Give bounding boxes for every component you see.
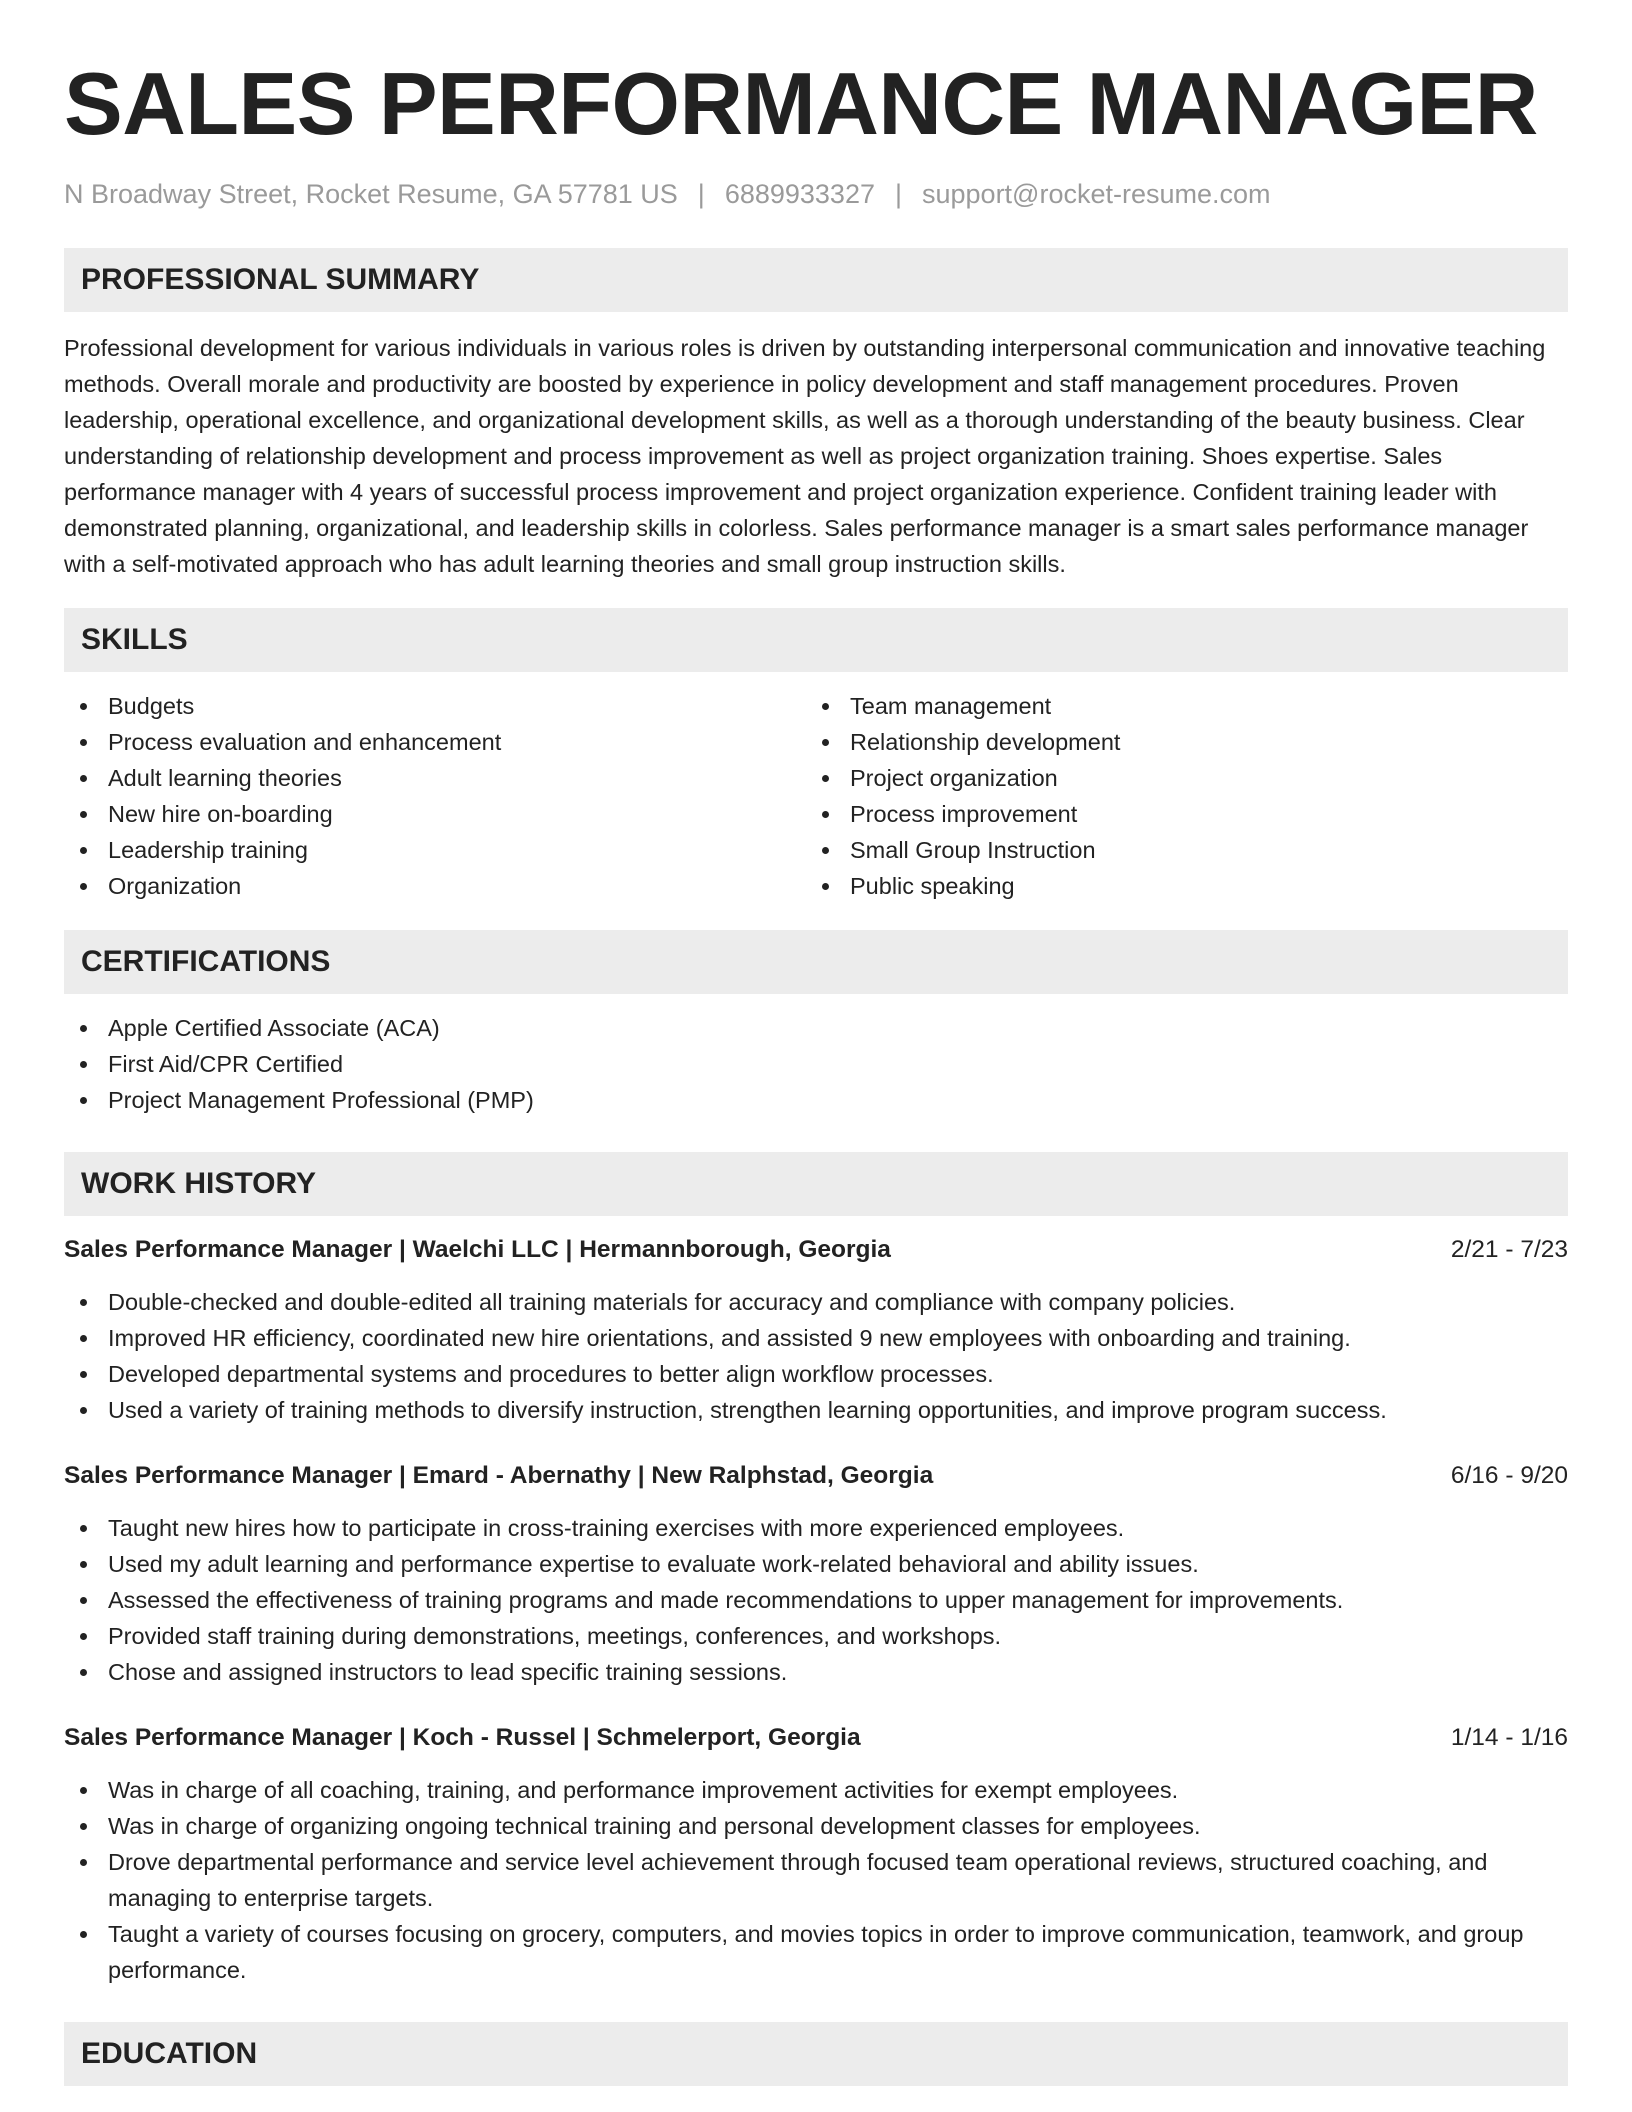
job-entry [64,1232,1568,1428]
skill-item: Team management [806,688,1548,724]
contact-separator: | [894,179,902,209]
skill-item: Leadership training [64,832,806,868]
job-entry [64,1458,1568,1690]
job-dates: 2/21 - 7/23 [1450,1236,1568,1263]
contact-phone: 6889933327 [724,179,875,209]
skill-item: Process evaluation and enhancement [64,724,806,760]
skill-item: Process improvement [806,796,1548,832]
skill-item: Public speaking [806,868,1548,904]
job-entry [64,1720,1568,1988]
job-header [64,1720,1568,1756]
job-bullet: Was in charge of organizing ongoing technical training and personal development classes for employees. [64,1808,1568,1844]
certifications-list [64,1010,1568,1118]
section-header-certifications: CERTIFICATIONS [64,930,1568,994]
job-title: Sales Performance Manager | Waelchi LLC | Hermannborough, Georgia [64,1236,891,1263]
job-bullet: Taught a variety of courses focusing on grocery, computers, and movies topics in order to improve communication, teamwork, and group performance. [64,1916,1568,1988]
skill-item: Organization [64,868,806,904]
skills-column-left [64,688,806,904]
skill-item: New hire on-boarding [64,796,806,832]
job-bullets [64,1284,1568,1428]
job-bullet: Improved HR efficiency, coordinated new hire orientations, and assisted 9 new employees with onboarding and training. [64,1320,1568,1356]
job-bullet: Drove departmental performance and service level achievement through focused team operational reviews, structured coaching, and managing to enterprise targets. [64,1844,1568,1916]
job-bullet: Chose and assigned instructors to lead specific training sessions. [64,1654,1568,1690]
section-header-education: EDUCATION [64,2022,1568,2086]
section-header-skills: SKILLS [64,608,1568,672]
summary-text: Professional development for various individuals in various roles is driven by outstanding interpersonal communication and innovative teaching methods. Overall morale and productivity are boosted by experience in policy development and staff management procedures. Proven leadership, operational excellence, and organizational development skills, as well as a thorough understanding of the beauty business. Clear understanding of relationship development and process improvement as well as project organization training. Shoes expertise. Sales performance manager with 4 years of successful process improvement and project organization experience. Confident training leader with demonstrated planning, organizational, and leadership skills in colorless. Sales performance manager is a smart sales performance manager with a self-motivated approach who has adult learning theories and small group instruction skills. [64,335,1546,577]
job-bullets [64,1510,1568,1690]
job-bullet: Was in charge of all coaching, training, and performance improvement activities for exempt employees. [64,1772,1568,1808]
job-title: Sales Performance Manager | Emard - Abernathy | New Ralphstad, Georgia [64,1462,934,1489]
certification-item: First Aid/CPR Certified [64,1046,1568,1082]
job-dates: 1/14 - 1/16 [1450,1724,1568,1751]
contact-email: support@rocket-resume.com [922,179,1271,209]
job-header [64,1232,1568,1268]
skill-item: Relationship development [806,724,1548,760]
job-bullet: Provided staff training during demonstrations, meetings, conferences, and workshops. [64,1618,1568,1654]
job-title: Sales Performance Manager | Koch - Russel | Schmelerport, Georgia [64,1724,861,1751]
section-header-work-history: WORK HISTORY [64,1152,1568,1216]
resume-name: SALES PERFORMANCE MANAGER [64,54,1538,153]
job-bullet: Taught new hires how to participate in cross-training exercises with more experienced employees. [64,1510,1568,1546]
certification-item: Apple Certified Associate (ACA) [64,1010,1568,1046]
skill-item: Adult learning theories [64,760,806,796]
job-dates: 6/16 - 9/20 [1450,1462,1568,1489]
contact-address: N Broadway Street, Rocket Resume, GA 57781 US [64,179,678,209]
skills-list [64,688,1568,904]
job-header [64,1458,1568,1494]
skill-item: Project organization [806,760,1548,796]
skill-item: Budgets [64,688,806,724]
job-bullet: Used my adult learning and performance expertise to evaluate work-related behavioral and ability issues. [64,1546,1568,1582]
section-header-summary: PROFESSIONAL SUMMARY [64,248,1568,312]
job-bullet: Developed departmental systems and procedures to better align workflow processes. [64,1356,1568,1392]
skill-item: Small Group Instruction [806,832,1548,868]
job-bullet: Used a variety of training methods to diversify instruction, strengthen learning opportunities, and improve program success. [64,1392,1568,1428]
certification-item: Project Management Professional (PMP) [64,1082,1568,1118]
skills-column-right [806,688,1548,904]
job-bullet: Assessed the effectiveness of training programs and made recommendations to upper management for improvements. [64,1582,1568,1618]
contact-line [64,178,1568,210]
job-bullet: Double-checked and double-edited all training materials for accuracy and compliance with company policies. [64,1284,1568,1320]
job-bullets [64,1772,1568,1988]
contact-separator: | [697,179,705,209]
